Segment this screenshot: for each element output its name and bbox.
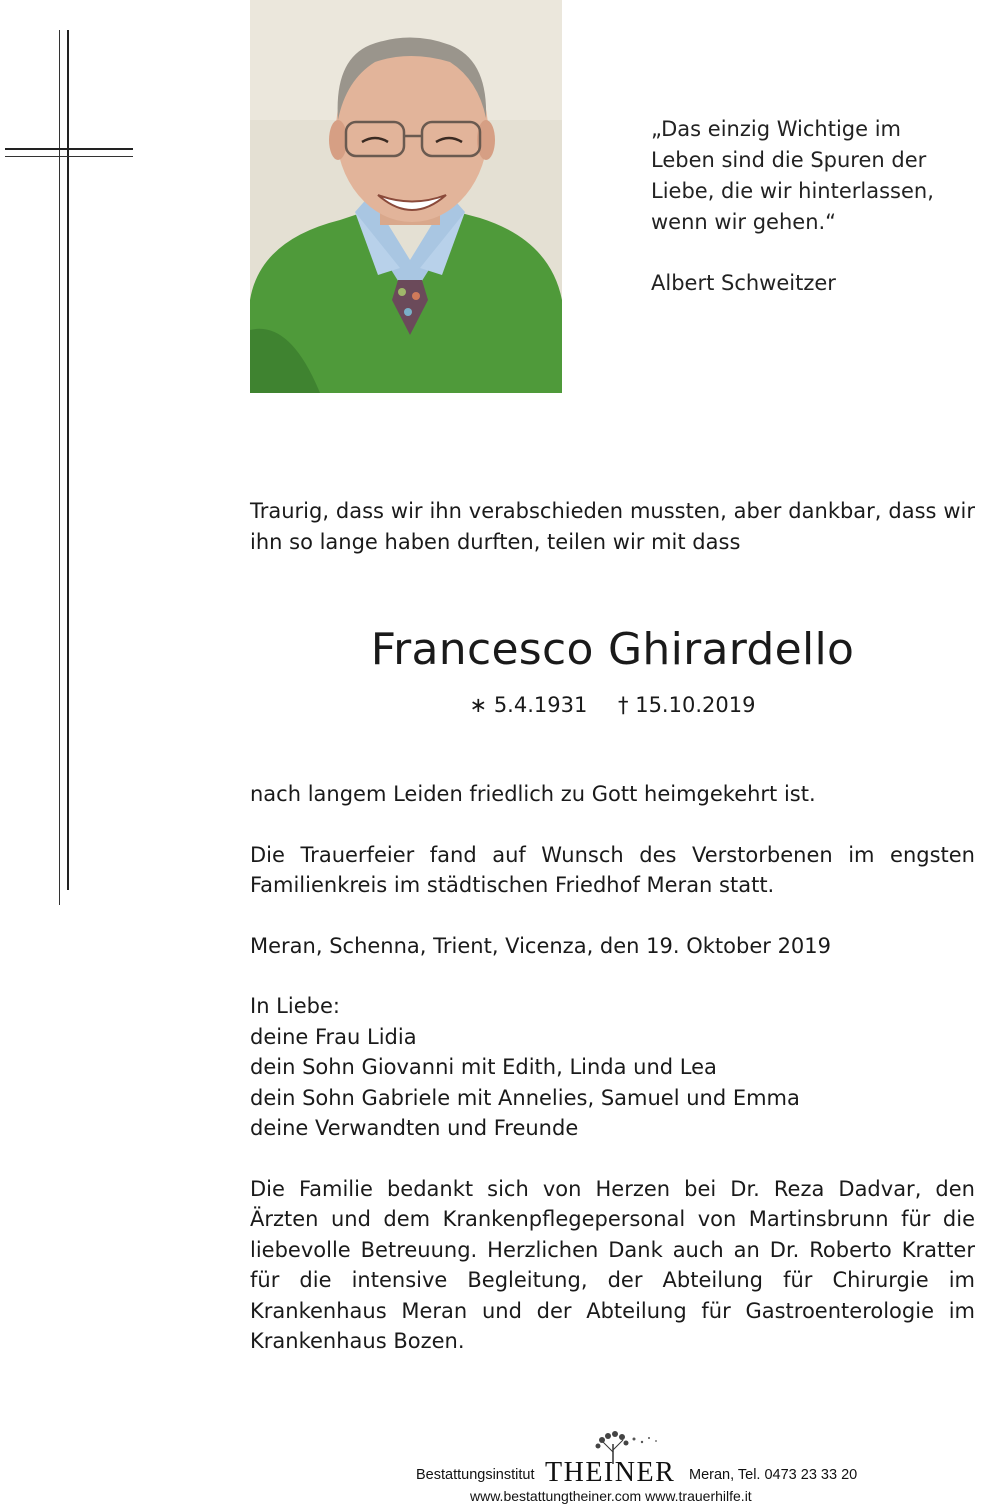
brand-name: THEINER <box>545 1457 676 1488</box>
birth-date: ∗ 5.4.1931 <box>469 693 588 717</box>
portrait-illustration <box>250 0 562 393</box>
quote-author: Albert Schweitzer <box>651 271 836 295</box>
ceremony-text: Die Trauerfeier fand auf Wunsch des Verstorbenen im engsten Familienkreis im städtischen Friedhof Meran statt. <box>250 842 975 897</box>
quote-line: „Das einzig Wichtige im <box>651 117 901 141</box>
cross-vertical-line <box>59 30 60 905</box>
mourner-item: dein Sohn Giovanni mit Edith, Linda und Lea <box>250 1055 717 1079</box>
mourner-item: deine Frau Lidia <box>250 1024 417 1049</box>
memorial-quote <box>651 114 961 299</box>
mourner-item: deine Verwandten und Freunde <box>250 1116 579 1140</box>
cross-vertical-line <box>67 30 69 890</box>
life-dates <box>250 690 975 720</box>
intro-text: Traurig, dass wir ihn verabschieden mussten, aber dankbar, dass wir ihn so lange haben durften, teilen wir mit dass <box>250 499 975 554</box>
death-date: † 15.10.2019 <box>618 693 756 717</box>
website-links: www.bestattungtheiner.com www.trauerhilfe.it <box>470 1488 752 1504</box>
intro-paragraph <box>250 496 975 558</box>
institute-label: Bestattungsinstitut <box>416 1467 535 1483</box>
cross-horizontal-line <box>5 156 133 157</box>
portrait-photo <box>250 0 562 393</box>
place-date: Meran, Schenna, Trient, Vicenza, den 19. Oktober 2019 <box>250 933 832 958</box>
quote-line: wenn wir gehen.“ <box>651 210 837 234</box>
funeral-home-footer <box>400 1430 880 1505</box>
mourners-heading: In Liebe: <box>250 994 340 1018</box>
quote-line: Liebe, die wir hinterlassen, <box>651 179 934 203</box>
cross-horizontal-line <box>5 148 133 150</box>
contact-phone: Meran, Tel. 0473 23 33 20 <box>689 1467 858 1483</box>
passing-text: nach langem Leiden friedlich zu Gott heimgekehrt ist. <box>250 782 816 806</box>
notice-body <box>250 779 975 1357</box>
deceased-name: Francesco Ghirardello <box>370 624 855 675</box>
mourner-item: dein Sohn Gabriele mit Annelies, Samuel und Emma <box>250 1085 800 1110</box>
thanks-text: Die Familie bedankt sich von Herzen bei Dr. Reza Dadvar, den Ärzten und dem Krankenpflegepersonal von Martinsbrunn für die liebevolle Betreuung. Herzlichen Dank auch an Dr. Roberto Kratter für die intensive Begleitung, der Abteilung für Chirurgie im Krankenhaus Meran und der Abteilung für Gastroenterologie im Krankenhaus Bozen. <box>250 1176 975 1353</box>
quote-line: Leben sind die Spuren der <box>651 148 927 172</box>
